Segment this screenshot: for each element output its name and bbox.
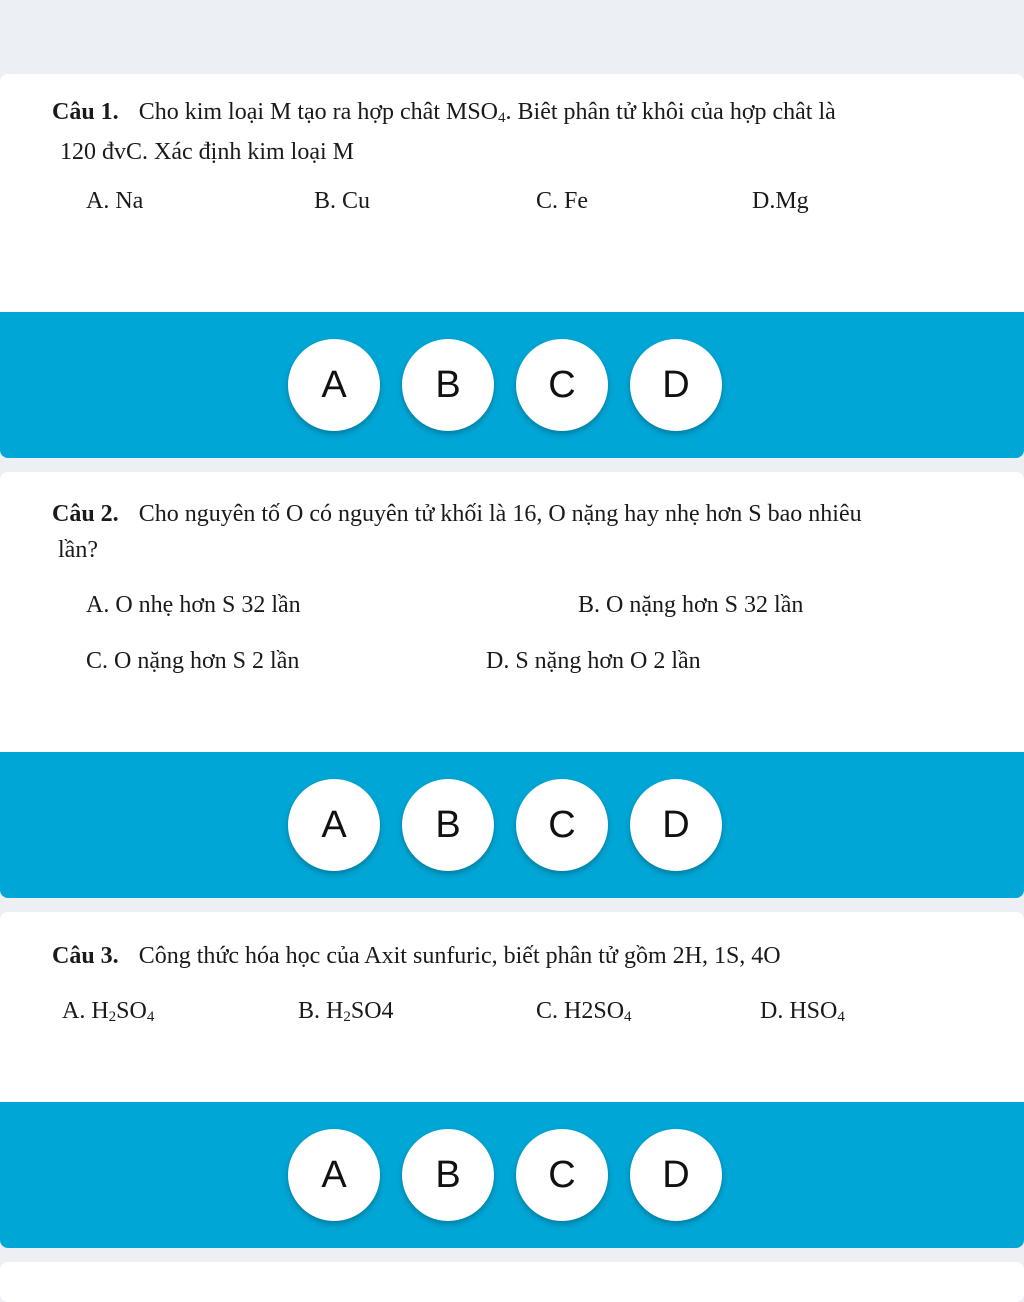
question-3-option-a-prefix: A. H [62,998,109,1024]
question-1-stem-line2: 120 đvC. Xác định kim loại M [60,139,354,165]
question-3-stem: Công thức hóa học của Axit sunfuric, biết phân tử gồm 2H, 1S, 4O [138,943,781,969]
question-3-option-a [62,998,154,1026]
answer-d-button[interactable]: D [630,779,722,871]
question-3-option-b [298,998,394,1026]
answer-c-button[interactable]: C [516,339,608,431]
question-1-option-a: A. Na [86,188,144,214]
question-2-text [52,494,1002,534]
question-3-option-b-rest: SO4 [350,998,394,1024]
question-3-option-d-prefix: D. HSO [760,998,838,1024]
question-card-1 [0,74,1024,458]
answer-c-button[interactable]: C [516,779,608,871]
answer-a-button[interactable]: A [288,339,380,431]
question-1-option-b: B. Cu [314,188,371,214]
answer-a-button[interactable]: A [288,779,380,871]
question-card-2 [0,472,1024,898]
question-2-option-d: D. S nặng hơn O 2 lần [486,648,701,674]
answer-a-button[interactable]: A [288,1129,380,1221]
question-1-option-c: C. Fe [536,188,589,214]
question-3-option-d [760,998,845,1026]
answer-bar-2 [0,752,1024,898]
question-3-option-a-mid: SO [116,998,147,1024]
question-3-option-a-sub1: 2 [108,1009,117,1025]
question-3-option-c-sub: 4 [624,1009,632,1025]
answer-d-button[interactable]: D [630,339,722,431]
question-3-option-b-sub: 2 [343,1009,351,1025]
question-card-4-edge [0,1262,1024,1302]
question-1-option-d: D.Mg [752,188,809,214]
answer-c-button[interactable]: C [516,1129,608,1221]
question-2-option-c: C. O nặng hơn S 2 lần [86,648,300,674]
question-3-option-a-sub2: 4 [146,1009,155,1025]
question-2-option-b: B. O nặng hơn S 32 lần [578,592,804,618]
question-3-option-c-prefix: C. H2SO [536,998,625,1024]
question-3-label: Câu 3. [52,943,119,969]
answer-b-button[interactable]: B [402,339,494,431]
question-2-stem-line2: lần? [58,537,98,563]
question-1-stem-sub: 4 [498,110,506,126]
question-3-option-c [536,998,632,1026]
question-1-stem-part2: . Biêt phân tử khôi của hợp chât là [505,99,836,125]
question-2-option-a: A. O nhẹ hơn S 32 lần [86,592,301,618]
question-3-text [52,936,1002,976]
question-1-stem-part1: Cho kim loại M tạo ra hợp chât MSO [138,99,499,125]
question-2-label: Câu 2. [52,501,119,527]
question-card-3 [0,912,1024,1248]
question-2-stem-line1: Cho nguyên tố O có nguyên tử khối là 16, O nặng hay nhẹ hơn S bao nhiêu [138,501,862,527]
answer-b-button[interactable]: B [402,1129,494,1221]
answer-b-button[interactable]: B [402,779,494,871]
answer-d-button[interactable]: D [630,1129,722,1221]
question-3-option-b-prefix: B. H [298,998,344,1024]
answer-bar-1 [0,312,1024,458]
answer-bar-3 [0,1102,1024,1248]
question-3-option-d-sub: 4 [837,1009,845,1025]
question-1-label: Câu 1. [52,99,119,125]
